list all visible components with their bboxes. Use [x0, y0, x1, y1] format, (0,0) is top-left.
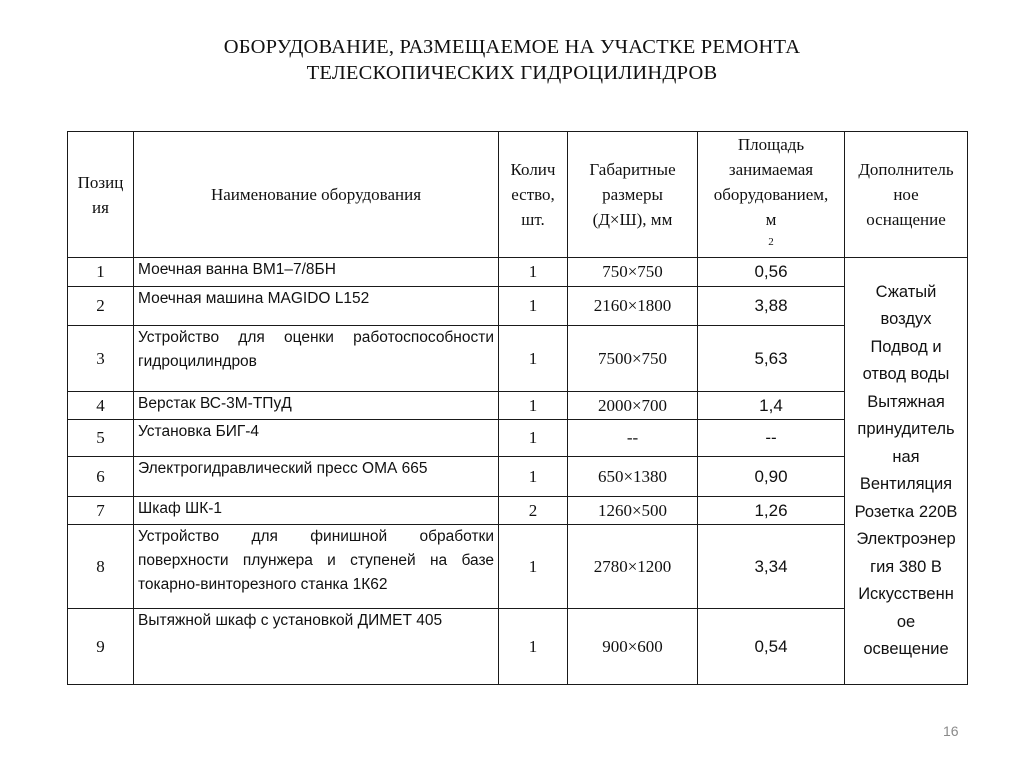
row-area: 0,54 [698, 609, 845, 685]
row-position: 3 [68, 326, 134, 392]
row-position: 7 [68, 497, 134, 525]
header-extra-equipment: Дополнитель ное оснащение [845, 132, 968, 258]
row-name: Электрогидравлический пресс ОМА 665 [134, 457, 499, 497]
row-area: 3,34 [698, 525, 845, 609]
row-quantity: 1 [499, 392, 568, 420]
row-dimensions: 7500×750 [568, 326, 698, 392]
table-row [68, 609, 968, 685]
row-position: 6 [68, 457, 134, 497]
table-row [68, 392, 968, 420]
row-name: Моечная ванна ВМ1–7/8БН [134, 258, 499, 287]
row-dimensions: 1260×500 [568, 497, 698, 525]
header-quantity: Колич ество, шт. [499, 132, 568, 258]
row-quantity: 1 [499, 609, 568, 685]
table-row [68, 326, 968, 392]
table-row [68, 287, 968, 326]
row-quantity: 1 [499, 420, 568, 457]
row-quantity: 1 [499, 326, 568, 392]
row-quantity: 1 [499, 457, 568, 497]
row-name: Моечная машина MAGIDO L152 [134, 287, 499, 326]
table-row [68, 258, 968, 287]
row-area: -- [698, 420, 845, 457]
row-name: Вытяжной шкаф с установкой ДИМЕТ 405 [134, 609, 499, 685]
extra-equipment-cell: Сжатый воздух Подвод и отвод воды Вытяжная принудитель ная Вентиляция Розетка 220В Электроэнер гия 380 В Искусственн ое освещение [845, 258, 968, 685]
header-position: Позиц ия [68, 132, 134, 258]
row-area: 0,90 [698, 457, 845, 497]
row-position: 9 [68, 609, 134, 685]
row-name: Устройство для оценки работоспособности гидроцилиндров [134, 326, 499, 392]
page-title [0, 34, 1024, 86]
row-position: 4 [68, 392, 134, 420]
row-position: 2 [68, 287, 134, 326]
row-area: 1,26 [698, 497, 845, 525]
header-area: Площадь занимаемая оборудованием, м $^2$ [698, 132, 845, 258]
row-dimensions: 2160×1800 [568, 287, 698, 326]
row-name: Шкаф ШК-1 [134, 497, 499, 525]
table-row [68, 497, 968, 525]
row-dimensions: 750×750 [568, 258, 698, 287]
row-name: Установка БИГ-4 [134, 420, 499, 457]
row-position: 1 [68, 258, 134, 287]
header-row [68, 132, 968, 258]
row-dimensions: 2000×700 [568, 392, 698, 420]
row-dimensions: 2780×1200 [568, 525, 698, 609]
row-name: Верстак ВС-3М-ТПуД [134, 392, 499, 420]
row-position: 8 [68, 525, 134, 609]
header-name: Наименование оборудования [134, 132, 499, 258]
title-line-2: ТЕЛЕСКОПИЧЕСКИХ ГИДРОЦИЛИНДРОВ [306, 62, 718, 84]
equipment-table [67, 131, 968, 685]
table-row [68, 420, 968, 457]
header-dimensions: Габаритные размеры (Д×Ш), мм [568, 132, 698, 258]
row-area: 3,88 [698, 287, 845, 326]
row-area: 5,63 [698, 326, 845, 392]
page-number: 16 [943, 723, 959, 739]
table-row [68, 525, 968, 609]
row-position: 5 [68, 420, 134, 457]
row-area: 0,56 [698, 258, 845, 287]
row-quantity: 1 [499, 258, 568, 287]
row-quantity: 1 [499, 287, 568, 326]
row-dimensions: -- [568, 420, 698, 457]
row-area: 1,4 [698, 392, 845, 420]
row-dimensions: 650×1380 [568, 457, 698, 497]
table-row [68, 457, 968, 497]
row-dimensions: 900×600 [568, 609, 698, 685]
row-quantity: 1 [499, 525, 568, 609]
row-name: Устройство для финишной обработки поверхности плунжера и ступеней на базе токарно-винторезного станка 1К62 [134, 525, 499, 609]
row-quantity: 2 [499, 497, 568, 525]
title-line-1: ОБОРУДОВАНИЕ, РАЗМЕЩАЕМОЕ НА УЧАСТКЕ РЕМОНТА [223, 36, 801, 58]
